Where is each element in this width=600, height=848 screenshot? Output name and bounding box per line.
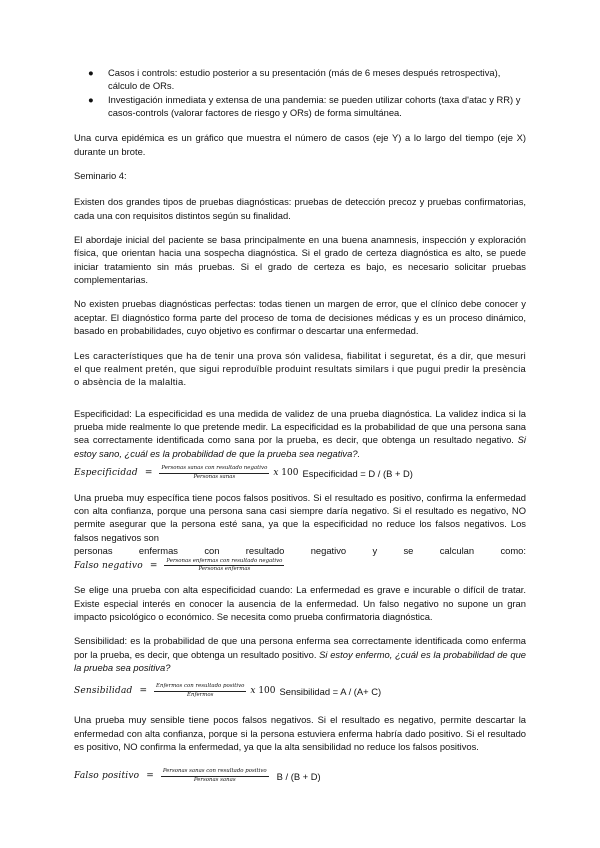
- justified-line: [74, 544, 526, 557]
- multiplier: x 100: [273, 467, 299, 478]
- word: se: [403, 545, 414, 557]
- paragraph-muy-sensible: Una prueba muy sensible tiene pocos falsos negativos. Si el resultado es negativo, permite descartar la enfermedad con alta confianza, porque si la persona estuviera enferma habría dado positivo. Si el resultado es positivo, NO confirma la enfermedad, ya que la alta sensibilidad no reduce los falsos positivos.: [74, 714, 526, 752]
- list-item: [74, 93, 526, 120]
- formula-sensibilidad: [74, 684, 526, 699]
- formula-text: Especificidad = D / (B + D): [302, 467, 413, 479]
- word: resultado: [245, 545, 285, 557]
- document-page: [74, 66, 526, 794]
- sensibilidad-question: Si estoy enfermo, ¿cuál es la probabilidad de que la prueba sea positiva?: [74, 648, 526, 674]
- sensibilidad-definition: Sensibilidad: es la probabilidad de que una persona enferma sea correctamente identificada como enferma por la prueba, es decir, que obtenga un resultado positivo.: [74, 635, 526, 660]
- section-heading-seminario: Seminario 4:: [74, 170, 127, 182]
- word: negativo: [310, 545, 347, 557]
- paragraph-especificidad: [74, 407, 526, 460]
- equals-sign: =: [149, 560, 158, 571]
- word: como:: [500, 545, 526, 557]
- formula-name: Falso negativo: [74, 560, 143, 571]
- word: con: [204, 545, 220, 557]
- fraction-numerator: Personas enfermas con resultado negativo: [164, 559, 284, 567]
- fraction: [159, 466, 269, 481]
- paragraph-curva-epidemica: Una curva epidémica es un gráfico que muestra el número de casos (eje Y) a lo largo del tiempo (eje X) durante un brote.: [74, 132, 526, 157]
- formula-especificidad: [74, 466, 526, 481]
- word: calculan: [439, 545, 475, 557]
- formula-falso-negativo: [74, 559, 526, 574]
- fraction: [161, 769, 269, 784]
- paragraph-sensibilidad: [74, 634, 526, 674]
- multiplier: x 100: [250, 686, 276, 697]
- fraction-numerator: Personas sanas con resultado positivo: [161, 769, 269, 777]
- bullet-icon: ●: [88, 93, 94, 105]
- paragraph-caracteristiques: Les característiques que ha de tenir una prova són validesa, fiabilitat i seguretat, és a dir, que mesuri el que realment pretén, que sigui reproduïble produint resultats similars i que pugui predir la presència o absència de la malaltia.: [74, 349, 526, 388]
- formula-name: Falso positivo: [74, 771, 140, 782]
- formula-text: B / (B + D): [276, 771, 321, 783]
- formula-name: Sensibilidad: [74, 686, 133, 697]
- fraction: [164, 559, 284, 574]
- paragraph-tipos-pruebas: Existen dos grandes tipos de pruebas diagnósticas: pruebas de detección precoz y pruebas confirmatorias, cada una con requisitos distintos según su finalidad.: [74, 196, 526, 221]
- fraction: [154, 684, 246, 699]
- equals-sign: =: [144, 467, 153, 478]
- especificidad-definition: Especificidad: La especificidad es una medida de validez de una prueba diagnóstica. La validez indica si la prueba mide realmente lo que pretende medir. La especificidad es la probabilidad de que una persona sana sea correctamente identificada como sana por la prueba, es decir, que obtenga un resultado negativo.: [74, 407, 526, 446]
- paragraph-se-elige: Se elige una prueba con alta especificidad cuando: La enfermedad es grave e incurable o difícil de tratar. Existe especial interés en conocer la ausencia de la enfermedad. Un falso negativo no supone un gran impacto psicológico o económico. Se necesita como prueba confirmatoria diagnóstica.: [74, 584, 526, 623]
- list-item-text: Casos i controls: estudio posterior a su presentación (más de 6 meses después retrospectiva), cálculo de ORs.: [108, 67, 501, 92]
- fraction-numerator: Enfermos con resultado positivo: [154, 684, 246, 692]
- equals-sign: =: [139, 686, 148, 697]
- especificidad-question: Si estoy sano, ¿cuál es la probabilidad de que la prueba sea negativa?.: [74, 434, 526, 459]
- bullet-icon: ●: [88, 67, 94, 78]
- fraction-denominator: Personas enfermas: [198, 566, 251, 573]
- fraction-denominator: Personas sanas: [193, 777, 236, 784]
- formula-text: Sensibilidad = A / (A+ C): [279, 686, 382, 698]
- equals-sign: =: [146, 771, 154, 782]
- formula-falso-positivo: [74, 769, 526, 784]
- paragraph-muy-especifica: Una prueba muy específica tiene pocos falsos positivos. Si el resultado es positivo, confirma la enfermedad con alta confianza, porque una persona sana casi siempre daría negativo. Si el resultado es negativo, NO permite asegurar que la persona esté sana, ya que la especificidad no reduce los falsos negativos. Los falsos negativos son: [74, 491, 526, 543]
- word: y: [372, 545, 378, 557]
- fraction-denominator: Enfermos: [187, 692, 214, 699]
- fraction-denominator: Personas sanas: [193, 473, 236, 480]
- list-item-text: Investigación inmediata y extensa de una pandemia: se pueden utilizar cohorts (taxa d'atac y RR) y casos-controls (valorar factores de riesgo y ORs) de forma simultánea.: [108, 93, 521, 119]
- paragraph-pruebas-perfectas: No existen pruebas diagnósticas perfectas: todas tienen un margen de error, que el clínico debe conocer y aceptar. El diagnóstico forma parte del proceso de toma de decisiones médicas y es un proceso dinámico, basado en probabilidades, cuyo objetivo es confirmar o descartar una enfermedad.: [74, 298, 526, 337]
- word: personas: [74, 545, 113, 557]
- formula-name: Especificidad: [74, 467, 138, 478]
- bullet-list: [74, 66, 526, 119]
- fraction-numerator: Personas sanas con resultado negativo: [159, 466, 269, 474]
- list-item: [74, 66, 526, 93]
- paragraph-abordaje: El abordaje inicial del paciente se basa principalmente en una buena anamnesis, inspección y exploración física, que orientan hacia una sospecha diagnóstica. Si el grado de certeza diagnóstica es alto, se puede iniciar tratamiento sin más pruebas. Si el grado de certeza es bajo, es necesario solicitar pruebas complementarias.: [74, 234, 526, 286]
- word: enfermas: [138, 545, 178, 557]
